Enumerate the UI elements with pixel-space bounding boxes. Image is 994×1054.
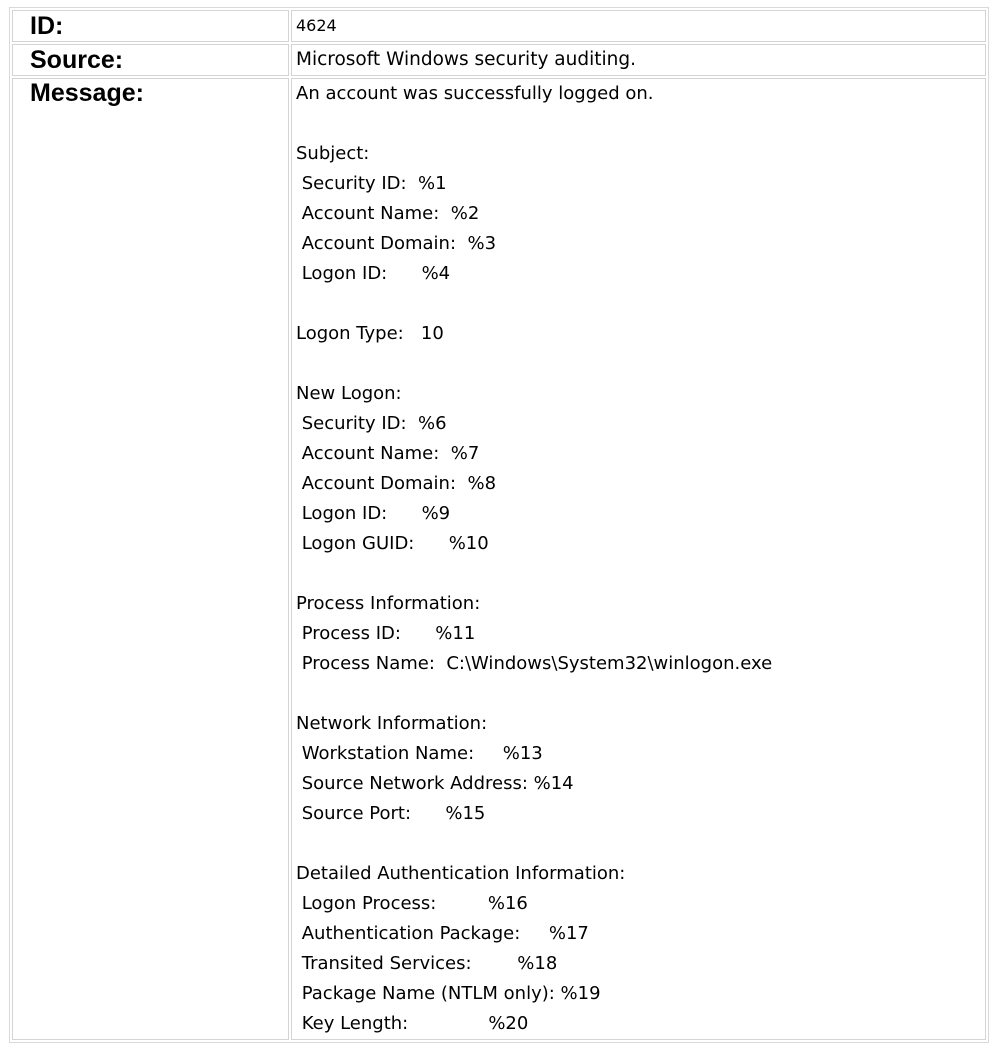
- message-row: [12, 78, 986, 1040]
- message-label: Message:: [12, 78, 289, 1040]
- source-row: [12, 44, 986, 76]
- id-row: [12, 10, 986, 42]
- id-value: 4624: [291, 10, 986, 42]
- source-value: Microsoft Windows security auditing.: [291, 44, 986, 76]
- message-cell: [291, 78, 986, 1040]
- source-label: Source:: [12, 44, 289, 76]
- id-label: ID:: [12, 10, 289, 42]
- message-value: An account was successfully logged on. Subject: Security ID: %1 Account Name: %2 Account Domain: %3 Logon ID: %4 Logon Type: 10 New Logon: Security ID: %6 Account Name: %7 Account Domain: %8 Logon ID: %9 Logon GUID: %10 Process Information: Process ID: %11 Process Name: C:\Windows\System32\winlogon.exe Network Information: Workstation Name: %13 Source Network Address: %14 Source Port: %15 Detailed Authentication Information: Logon Process: %16 Authentication Package: %17 Transited Services: %18 Package Name (NTLM only): %19 Key Length: %20: [296, 83, 773, 1034]
- event-details-table: [9, 7, 989, 1043]
